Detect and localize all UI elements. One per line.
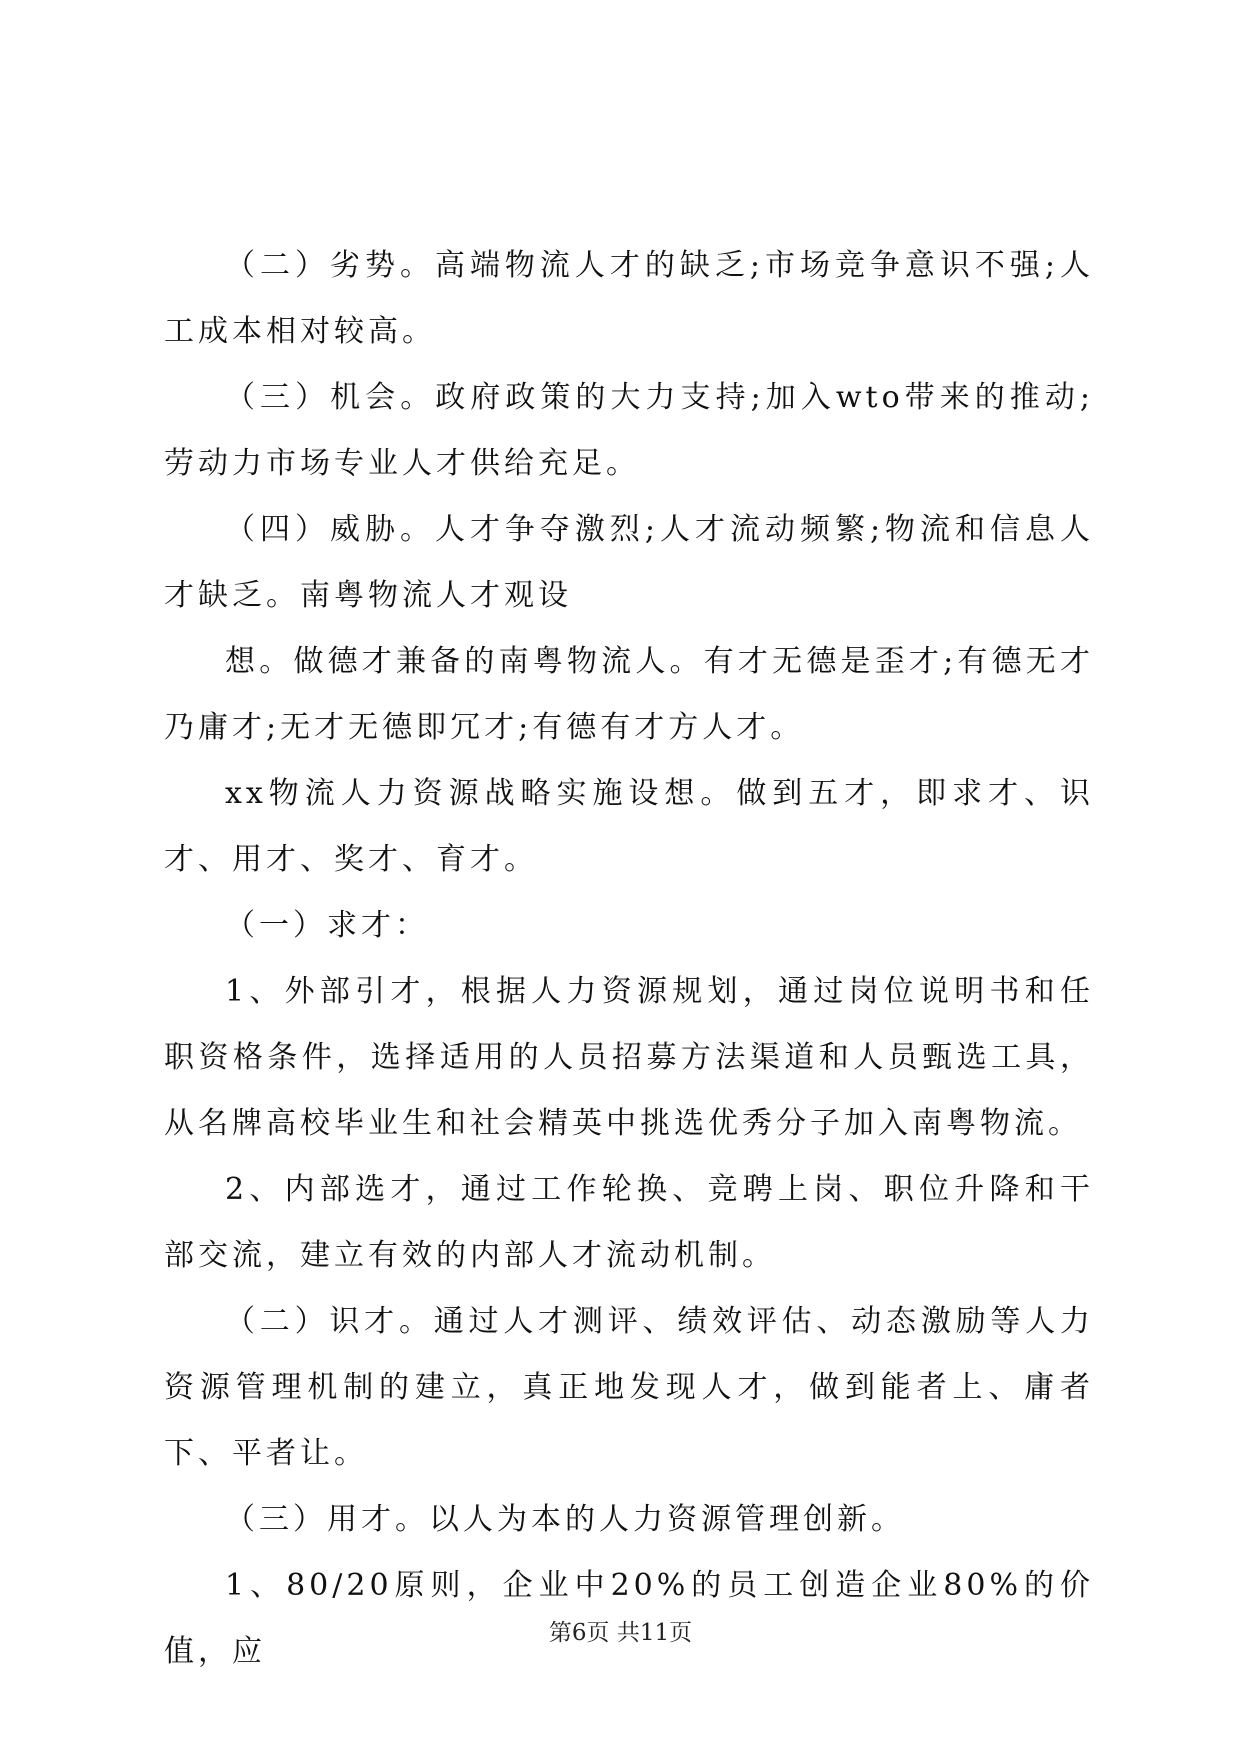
- page-footer: 第6页 共11页: [548, 1620, 693, 1646]
- paragraph-80-20-rule: 1、80/20原则，企业中20%的员工创造企业80%的价值，应: [164, 1568, 1094, 1669]
- paragraph-seek-talent-heading: （一）求才：: [225, 908, 429, 943]
- paragraph-internal-selection: 2、内部选才，通过工作轮换、竞聘上岗、职位升降和干部交流，建立有效的内部人才流动机制。: [164, 1172, 1094, 1273]
- paragraph-weaknesses: （二）劣势。高端物流人才的缺乏;市场竞争意识不强;人工成本相对较高。: [164, 248, 1094, 349]
- paragraph-use-talent: （三）用才。以人为本的人力资源管理创新。: [225, 1502, 905, 1537]
- paragraph-threats: （四）威胁。人才争夺激烈;人才流动频繁;物流和信息人才缺乏。南粤物流人才观设: [164, 512, 1094, 613]
- paragraph-opportunities: （三）机会。政府政策的大力支持;加入wto带来的推动;劳动力市场专业人才供给充足。: [164, 380, 1094, 481]
- paragraph-talent-concept: 想。做德才兼备的南粤物流人。有才无德是歪才;有德无才乃庸才;无才无德即冗才;有德有才方人才。: [164, 644, 1094, 745]
- paragraph-strategy: xx物流人力资源战略实施设想。做到五才，即求才、识才、用才、奖才、育才。: [164, 776, 1094, 877]
- paragraph-identify-talent: （二）识才。通过人才测评、绩效评估、动态激励等人力资源管理机制的建立，真正地发现人才，做到能者上、庸者下、平者让。: [164, 1304, 1094, 1471]
- paragraph-external-recruitment: 1、外部引才，根据人力资源规划，通过岗位说明书和任职资格条件，选择适用的人员招募方法渠道和人员甄选工具，从名牌高校毕业生和社会精英中挑选优秀分子加入南粤物流。: [164, 974, 1094, 1141]
- document-body: [164, 233, 1094, 1685]
